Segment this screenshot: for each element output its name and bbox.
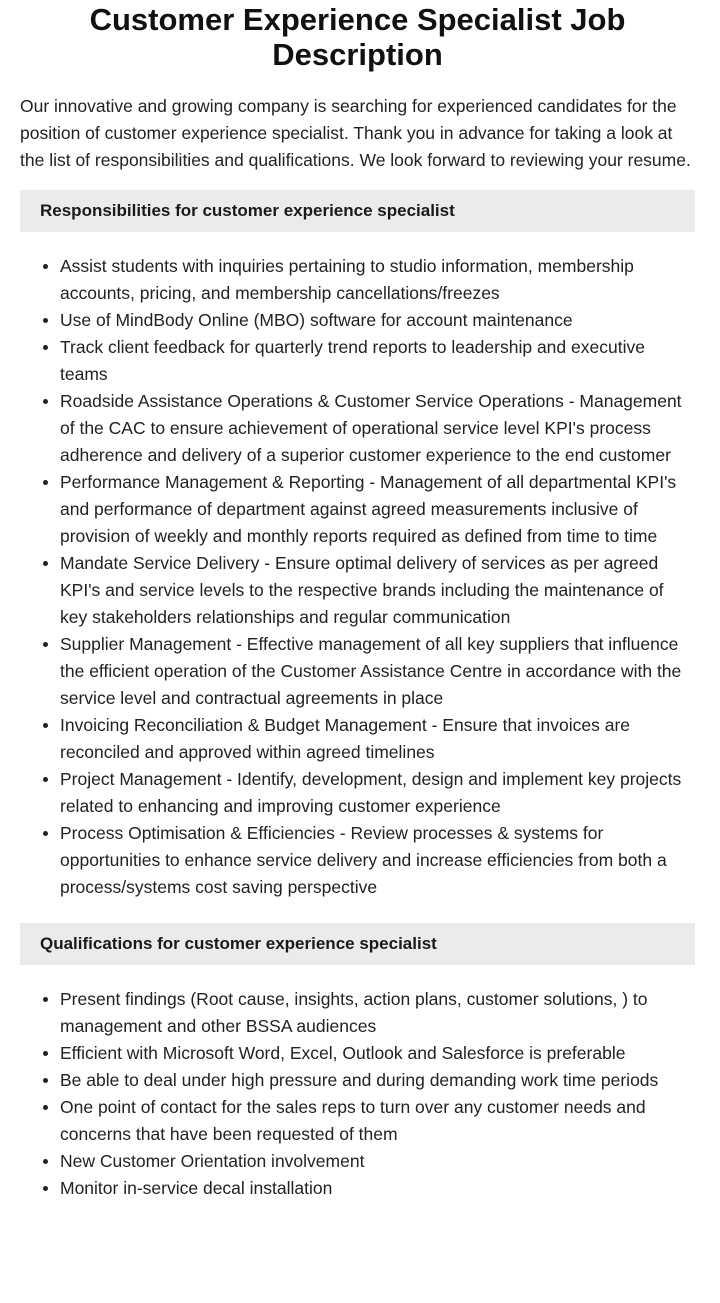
list-item: Mandate Service Delivery - Ensure optimal delivery of services as per agreed KPI's and service levels to the respective brands including the maintenance of key stakeholders relationships and regular communication	[60, 550, 695, 631]
list-item: Use of MindBody Online (MBO) software for account maintenance	[60, 307, 695, 334]
list-item: One point of contact for the sales reps to turn over any customer needs and concerns that have been requested of them	[60, 1094, 695, 1148]
responsibilities-list	[20, 253, 695, 901]
qualifications-list	[20, 986, 695, 1202]
list-item: Performance Management & Reporting - Management of all departmental KPI's and performance of department against agreed measurements inclusive of provision of weekly and monthly reports required as defined from time to time	[60, 469, 695, 550]
list-item: Invoicing Reconciliation & Budget Management - Ensure that invoices are reconciled and approved within agreed timelines	[60, 712, 695, 766]
list-item: Be able to deal under high pressure and during demanding work time periods	[60, 1067, 695, 1094]
page-title: Customer Experience Specialist Job Description	[89, 2, 626, 72]
section-spacer	[20, 901, 695, 907]
list-item: Present findings (Root cause, insights, action plans, customer solutions, ) to management and other BSSA audiences	[60, 986, 695, 1040]
list-item: Roadside Assistance Operations & Customer Service Operations - Management of the CAC to ensure achievement of operational service level KPI's process adherence and delivery of a superior customer experience to the end customer	[60, 388, 695, 469]
list-item: Supplier Management - Effective management of all key suppliers that influence the efficient operation of the Customer Assistance Centre in accordance with the service level and contractual agreements in place	[60, 631, 695, 712]
list-item: Project Management - Identify, development, design and implement key projects related to enhancing and improving customer experience	[60, 766, 695, 820]
qualifications-heading: Qualifications for customer experience specialist	[20, 923, 695, 965]
list-item: Efficient with Microsoft Word, Excel, Outlook and Salesforce is preferable	[60, 1040, 695, 1067]
intro-paragraph: Our innovative and growing company is searching for experienced candidates for the position of customer experience specialist. Thank you in advance for taking a look at the list of responsibilities and qualifications. We look forward to reviewing your resume.	[20, 96, 691, 170]
list-item: Monitor in-service decal installation	[60, 1175, 695, 1202]
responsibilities-heading: Responsibilities for customer experience specialist	[20, 190, 695, 232]
list-item: New Customer Orientation involvement	[60, 1148, 695, 1175]
list-item: Assist students with inquiries pertaining to studio information, membership accounts, pricing, and membership cancellations/freezes	[60, 253, 695, 307]
list-item: Track client feedback for quarterly trend reports to leadership and executive teams	[60, 334, 695, 388]
list-item: Process Optimisation & Efficiencies - Review processes & systems for opportunities to enhance service delivery and increase efficiencies from both a process/systems cost saving perspective	[60, 820, 695, 901]
